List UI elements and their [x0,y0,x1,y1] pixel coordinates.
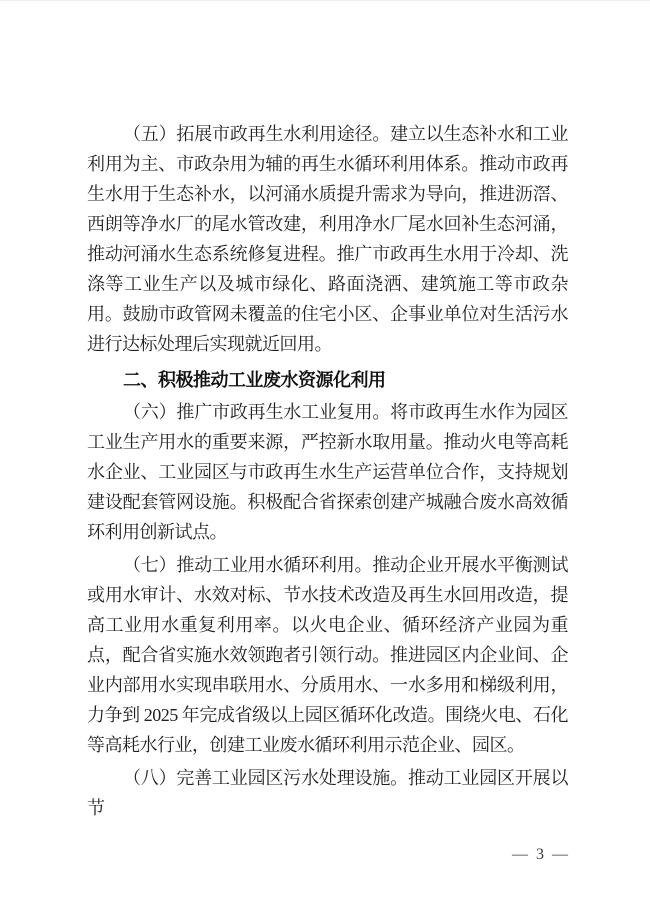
paragraph-item-8: （八）完善工业园区污水处理设施。推动工业园区开展以节 [87,768,568,818]
paragraph-item-7: （七）推动工业用水循环利用。推动企业开展水平衡测试或用水审计、水效对标、节水技术改造及再生水回用改造，提高工业用水重复利用率。以火电企业、循环经济产业园为重点，配合省实施水效领跑者引领行动。推进园区内企业间、企业内部用水实现串联用水、分质用水、一水多用和梯级利用，力争到 2025 年完成省级以上园区循环化改造。围绕火电、石化等高耗水行业，创建工业废水循环利用示范企业、园区。 [87,555,568,755]
section-heading-2: 二、积极推动工业废水资源化利用 [123,370,386,390]
page-number: — 3 — [512,846,570,863]
paragraph-item-5: （五）拓展市政再生水利用途径。建立以生态补水和工业利用为主、市政杂用为辅的再生水循环利用体系。推动市政再生水用于生态补水，以河涌水质提升需求为导向，推进沥滘、西朗等净水厂的尾水管改建，利用净水厂尾水回补生态河涌，推动河涌水生态系统修复进程。推广市政再生水用于冷却、洗涤等工业生产以及城市绿化、路面浇洒、建筑施工等市政杂用。鼓励市政管网未覆盖的住宅小区、企事业单位对生活污水进行达标处理后实现就近回用。 [87,124,568,354]
document-text-block [87,119,568,823]
paragraph-item-6: （六）推广市政再生水工业复用。将市政再生水作为园区工业生产用水的重要来源，严控新水取用量。推动火电等高耗水企业、工业园区与市政再生水生产运营单位合作，支持规划建设配套管网设施。积极配合省探索创建产城融合废水高效循环利用创新试点。 [87,402,568,542]
